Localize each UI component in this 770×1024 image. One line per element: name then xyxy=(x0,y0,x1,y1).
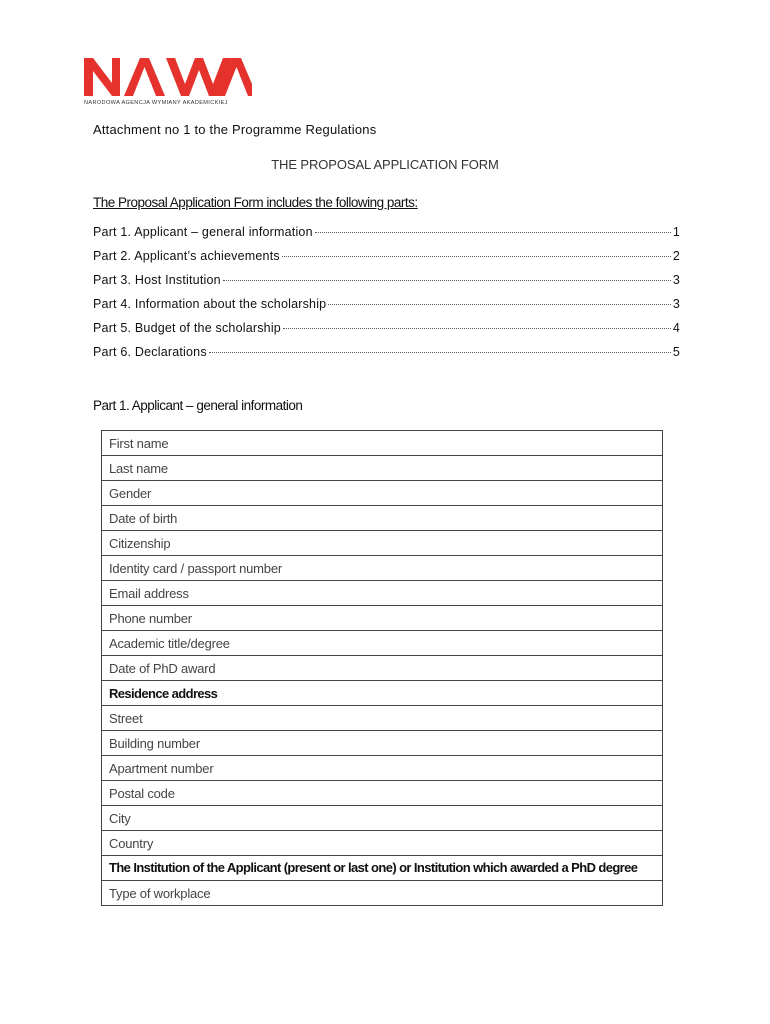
parts-heading: The Proposal Application Form includes the following parts: xyxy=(93,195,418,210)
toc-page-number: 2 xyxy=(672,249,680,263)
toc-entry[interactable] xyxy=(93,249,680,273)
table-section-header: Residence address xyxy=(102,681,662,706)
toc-leader xyxy=(328,304,671,305)
toc-label: Part 4. Information about the scholarship xyxy=(93,297,327,311)
table-row[interactable]: Email address xyxy=(102,581,662,606)
table-row[interactable]: Apartment number xyxy=(102,756,662,781)
table-row[interactable]: City xyxy=(102,806,662,831)
toc-leader xyxy=(223,280,671,281)
table-row[interactable]: Academic title/degree xyxy=(102,631,662,656)
section-heading-part1: Part 1. Applicant – general information xyxy=(93,398,303,413)
table-of-contents xyxy=(93,225,680,369)
table-row[interactable]: Country xyxy=(102,831,662,856)
applicant-info-table xyxy=(101,430,663,906)
table-row[interactable]: First name xyxy=(102,431,662,456)
toc-label: Part 3. Host Institution xyxy=(93,273,221,287)
toc-page-number: 4 xyxy=(672,321,680,335)
toc-page-number: 1 xyxy=(672,225,680,239)
toc-entry[interactable] xyxy=(93,345,680,369)
toc-label: Part 2. Applicant’s achievements xyxy=(93,249,280,263)
nawa-logo xyxy=(82,52,252,110)
attachment-note: Attachment no 1 to the Programme Regulations xyxy=(93,122,377,137)
toc-entry[interactable] xyxy=(93,225,680,249)
toc-leader xyxy=(209,352,671,353)
table-row[interactable]: Building number xyxy=(102,731,662,756)
toc-page-number: 3 xyxy=(672,273,680,287)
table-row[interactable]: Postal code xyxy=(102,781,662,806)
toc-label: Part 6. Declarations xyxy=(93,345,207,359)
toc-leader xyxy=(315,232,671,233)
toc-entry[interactable] xyxy=(93,321,680,345)
table-row[interactable]: Date of PhD award xyxy=(102,656,662,681)
toc-page-number: 5 xyxy=(672,345,680,359)
table-row[interactable]: Gender xyxy=(102,481,662,506)
toc-entry[interactable] xyxy=(93,273,680,297)
toc-leader xyxy=(282,256,671,257)
table-row[interactable]: Phone number xyxy=(102,606,662,631)
nawa-wordmark xyxy=(82,52,252,98)
table-row[interactable]: Street xyxy=(102,706,662,731)
table-row[interactable]: Identity card / passport number xyxy=(102,556,662,581)
logo-subtitle: NARODOWA AGENCJA WYMIANY AKADEMICKIEJ xyxy=(84,100,228,106)
form-title: THE PROPOSAL APPLICATION FORM xyxy=(271,157,499,172)
table-row[interactable]: Date of birth xyxy=(102,506,662,531)
table-section-header: The Institution of the Applicant (present or last one) or Institution which awarded a PhD degree xyxy=(102,856,662,881)
toc-leader xyxy=(283,328,671,329)
toc-label: Part 5. Budget of the scholarship xyxy=(93,321,281,335)
toc-label: Part 1. Applicant – general information xyxy=(93,225,313,239)
toc-entry[interactable] xyxy=(93,297,680,321)
table-row[interactable]: Type of workplace xyxy=(109,886,211,901)
table-row[interactable]: Citizenship xyxy=(102,531,662,556)
table-row[interactable]: Last name xyxy=(102,456,662,481)
toc-page-number: 3 xyxy=(672,297,680,311)
